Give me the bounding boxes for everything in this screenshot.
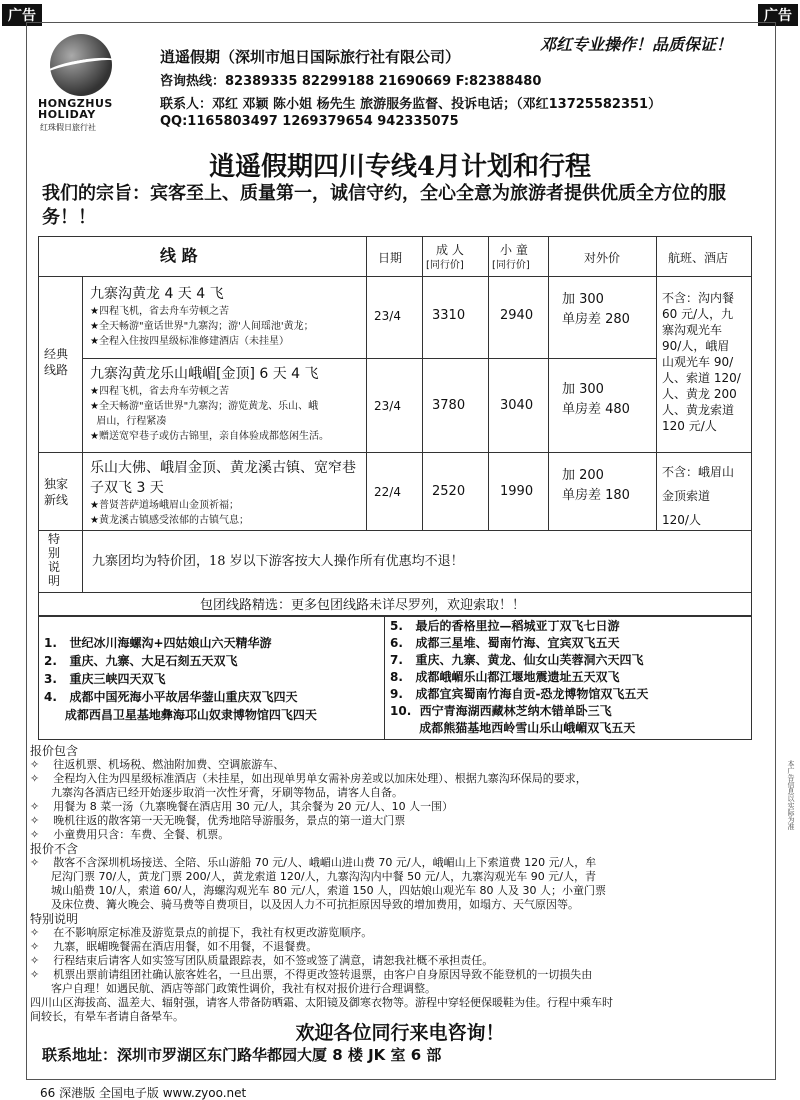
route-single-room: 单房差 280 xyxy=(562,312,630,327)
tail-note: 四川山区海拔高、温差大、辐射强，请客人带备防晒霜、太阳镜及御寒衣物等。游程中穿轻便保暖鞋为佳。行程中乘车时 xyxy=(30,996,613,1009)
header-date: 日期 xyxy=(378,251,403,265)
route-child-price: 3040 xyxy=(500,398,534,413)
header-child-peer: [同行价] xyxy=(492,260,530,271)
route-price-add: 加 200 xyxy=(562,468,604,483)
route-price-add: 加 300 xyxy=(562,382,604,397)
hotel-note-line: 人、黄龙 200 xyxy=(662,387,737,401)
package-item: 9. 成都宜宾蜀南竹海自贡-恐龙博物馆双飞五天 xyxy=(390,687,649,701)
route-feature: ★普贤菩萨道场峨眉山金顶祈福； xyxy=(90,500,239,511)
route-feature: ★黄龙溪古镇感受浓郁的古镇气息； xyxy=(90,515,249,526)
route-feature: ★四程飞机，省去舟车劳顿之苦 xyxy=(90,306,229,317)
hotel-note-line: 人、索道 120/ xyxy=(662,371,741,385)
included-item: ✧ 往返机票、机场税、燃油附加费、空调旅游车、 xyxy=(30,758,285,771)
header-flight: 航班、酒店 xyxy=(668,251,729,265)
special-item: ✧ 九寨，眠嵋晚餐需在酒店用餐，如不用餐，不退餐费。 xyxy=(30,940,318,953)
special-note: 九寨团均为特价团，18 岁以下游客按大人操作所有优惠均不退！ xyxy=(92,554,464,569)
header-adult-peer: [同行价] xyxy=(426,260,464,271)
special-item: ✧ 机票出票前请组团社确认旅客姓名，一旦出票，不得更改签转退票，由客户自身原因导致不能登机的一切损失由 xyxy=(30,968,593,981)
package-item: 5. 最后的香格里拉—稻城亚丁双飞七日游 xyxy=(390,619,620,633)
route-title: 九寨沟黄龙 4 天 4 飞 xyxy=(90,286,224,302)
route-adult-price: 3780 xyxy=(432,398,466,413)
included-item: ✧ 小童费用只含：车费、全餐、机票。 xyxy=(30,828,230,841)
route-price-add: 加 300 xyxy=(562,292,604,307)
route-child-price: 1990 xyxy=(500,484,534,499)
group-classic-label: 经典 线路 xyxy=(44,347,69,377)
special-item: ✧ 在不影响原定标准及游览景点的前提下，我社有权更改游览顺序。 xyxy=(30,926,373,939)
package-item: 2. 重庆、九寨、大足石刻五天双飞 xyxy=(44,654,238,668)
company-name: 逍遥假期（深圳市旭日国际旅行社有限公司） xyxy=(160,48,461,66)
hotel-note-line: 120 元/人 xyxy=(662,419,717,433)
package-item: 3. 重庆三峡四天双飞 xyxy=(44,672,166,686)
included-title: 报价包含 xyxy=(30,744,79,758)
hotel-note-1 xyxy=(662,290,741,434)
package-item: 10. 西宁青海湖西藏林芝纳木错单卧三飞 xyxy=(390,704,612,718)
hotel-note-line: 60 元/人，九 xyxy=(662,307,734,321)
route-child-price: 2940 xyxy=(500,308,534,323)
route-feature: ★四程飞机，省去舟车劳顿之苦 xyxy=(90,386,229,397)
hotel-note-2 xyxy=(662,460,734,532)
route-date: 23/4 xyxy=(374,309,401,323)
contact-address: 联系地址：深圳市罗湖区东门路华都园大厦 8 楼 JK 室 6 部 xyxy=(42,1046,442,1064)
excluded-item: 尼沟门票 70/人，黄龙门票 200/人，黄龙索道 120/人，九寨沟沟内中餐 50 元/人，九寨沟观光车 90 元/人，青 xyxy=(30,870,596,883)
special-item: 客户自理！如遇民航、酒店等部门政策性调价，我社有权对报价进行合理调整。 xyxy=(30,982,436,995)
group-new-label: 独家 新线 xyxy=(44,477,69,507)
included-item: ✧ 晚机往返的散客第一天无晚餐，优秀地陪导游服务，景点的第一道大门票 xyxy=(30,814,406,827)
motto: 我们的宗旨：宾客至上、质量第一，诚信守约，全心全意为旅游者提供优质全方位的服务！！ xyxy=(42,183,726,228)
package-item: 8. 成都峨嵋乐山都江堰地震遗址五天双飞 xyxy=(390,670,620,684)
slogan: 邓红专业操作！品质保证！ xyxy=(540,35,733,54)
hotel-note-line: 不含：沟内餐 xyxy=(662,291,735,305)
package-list-left xyxy=(44,634,317,724)
route-date: 23/4 xyxy=(374,399,401,413)
logo-english: HONGZHUS HOLIDAY xyxy=(38,97,113,121)
hotel-note-line: 120/人 xyxy=(662,513,701,527)
excluded-item: ✧ 散客不含深圳机场接送、全陪、乐山游船 70 元/人、峨嵋山进山费 70 元/人，峨嵋山上下索道费 120 元/人，牟 xyxy=(30,856,597,869)
included-item: 九寨沟各酒店已经开始逐步取消一次性牙膏，牙刷等物品，请客人自备。 xyxy=(30,786,403,799)
page-footer: 66 深港版 全国电子版 www.zyoo.net xyxy=(40,1086,247,1100)
route-adult-price: 3310 xyxy=(432,308,466,323)
package-item: 1. 世纪冰川海螺沟+四姑娘山六天精华游 xyxy=(44,636,272,650)
ad-tag-left: 广告 xyxy=(2,4,42,26)
ad-tag-right: 广告 xyxy=(758,4,798,26)
route-feature: 眉山，行程紧凑 xyxy=(90,416,167,427)
page-title: 逍遥假期四川专线4月计划和行程 xyxy=(208,152,592,182)
hotel-note-line: 人、黄龙索道 xyxy=(662,403,735,417)
hotel-note-line: 不含：峨眉山 xyxy=(662,465,735,479)
tail-note: 间较长，有晕车者请自备晕车。 xyxy=(30,1010,184,1023)
special-item: ✧ 行程结束后请客人如实签写团队质量跟踪表，如不签或签了满意，请恕我社概不承担责任。 xyxy=(30,954,494,967)
welcome-text: 欢迎各位同行来电咨询！ xyxy=(295,1022,505,1044)
hotline: 咨询热线：82389335 82299188 21690669 F:82388480 xyxy=(160,74,542,89)
excluded-item: 及床位费、篝火晚会、骑马费等自费项目，以及因人力不可抗拒原因导致的增加费用，如塌方、天气原因等。 xyxy=(30,898,579,911)
route-feature: ★全天畅游"童话世界"九寨沟；游'人间瑶池'黄龙； xyxy=(90,321,314,332)
package-list-right xyxy=(390,618,648,737)
route-single-room: 单房差 480 xyxy=(562,402,630,417)
package-item: 6. 成都三星堆、蜀南竹海、宜宾双飞五天 xyxy=(390,636,620,650)
hotel-note-line: 山观光车 90/ xyxy=(662,355,734,369)
excluded-item: 城山船费 10/人，索道 60/人，海螺沟观光车 80 元/人，索道 150 人，四姑娘山观光车 80 人及 30 人；小童门票 xyxy=(30,884,607,897)
company-logo xyxy=(36,30,126,130)
package-item: 4. 成都中国死海小平故居华蓥山重庆双飞四天 xyxy=(44,690,298,704)
route-feature: ★赠送宽窄巷子或仿古锦里，亲自体验成都悠闲生活。 xyxy=(90,431,329,442)
header-route: 线 路 xyxy=(160,246,198,265)
hotel-note-line: 寨沟观光车 xyxy=(662,323,723,337)
logo-chinese: 红珠假日旅行社 xyxy=(40,123,96,132)
package-item: 成都西昌卫星基地彝海邛山奴隶博物馆四飞四天 xyxy=(44,708,317,722)
header-price: 对外价 xyxy=(584,251,621,265)
route-feature: ★全程入住按四星级标准修建酒店（未挂星） xyxy=(90,336,289,347)
package-item: 成都熊猫基地西岭雪山乐山峨嵋双飞五天 xyxy=(390,721,636,735)
included-item: ✧ 全程均入住为四星级标准酒店（未挂星，如出现单男单女需补房差或以加床处理）、根据九寨沟环保局的要求， xyxy=(30,772,587,785)
header-adult: 成 人 xyxy=(436,243,464,257)
contacts: 联系人：邓红 邓颖 陈小姐 杨先生 旅游服务监督、投诉电话；（邓红13725582351） xyxy=(160,97,662,112)
package-item: 7. 重庆、九寨、黄龙、仙女山芙蓉洞六天四飞 xyxy=(390,653,644,667)
side-note: 本广告信息以实际为准 xyxy=(787,760,795,830)
route-adult-price: 2520 xyxy=(432,484,466,499)
route-title: 乐山大佛、峨眉金顶、黄龙溪古镇、宽窄巷子双飞 3 天 xyxy=(90,460,356,496)
notes-section xyxy=(30,744,613,1024)
header-child: 小 童 xyxy=(500,243,528,257)
route-single-room: 单房差 180 xyxy=(562,488,630,503)
route-date: 22/4 xyxy=(374,485,401,499)
special-label: 特 别 说 明 xyxy=(48,532,61,588)
route-title: 九寨沟黄龙乐山峨嵋[金顶] 6 天 4 飞 xyxy=(90,366,319,382)
package-title: 包团线路精选：更多包团线路未详尽罗列，欢迎索取！！ xyxy=(200,598,526,613)
included-item: ✧ 用餐为 8 菜一汤（九寨晚餐在酒店用 30 元/人，其余餐为 20 元/人、10 人一围） xyxy=(30,800,454,813)
hotel-note-line: 90/人，峨眉 xyxy=(662,339,730,353)
special-title: 特别说明 xyxy=(30,912,79,926)
excluded-title: 报价不含 xyxy=(30,842,79,856)
route-feature: ★全天畅游"童话世界"九寨沟；游览黄龙、乐山、峨 xyxy=(90,401,319,412)
qq-numbers: QQ:1165803497 1269379654 942335075 xyxy=(160,114,459,129)
hotel-note-line: 金顶索道 xyxy=(662,489,711,503)
